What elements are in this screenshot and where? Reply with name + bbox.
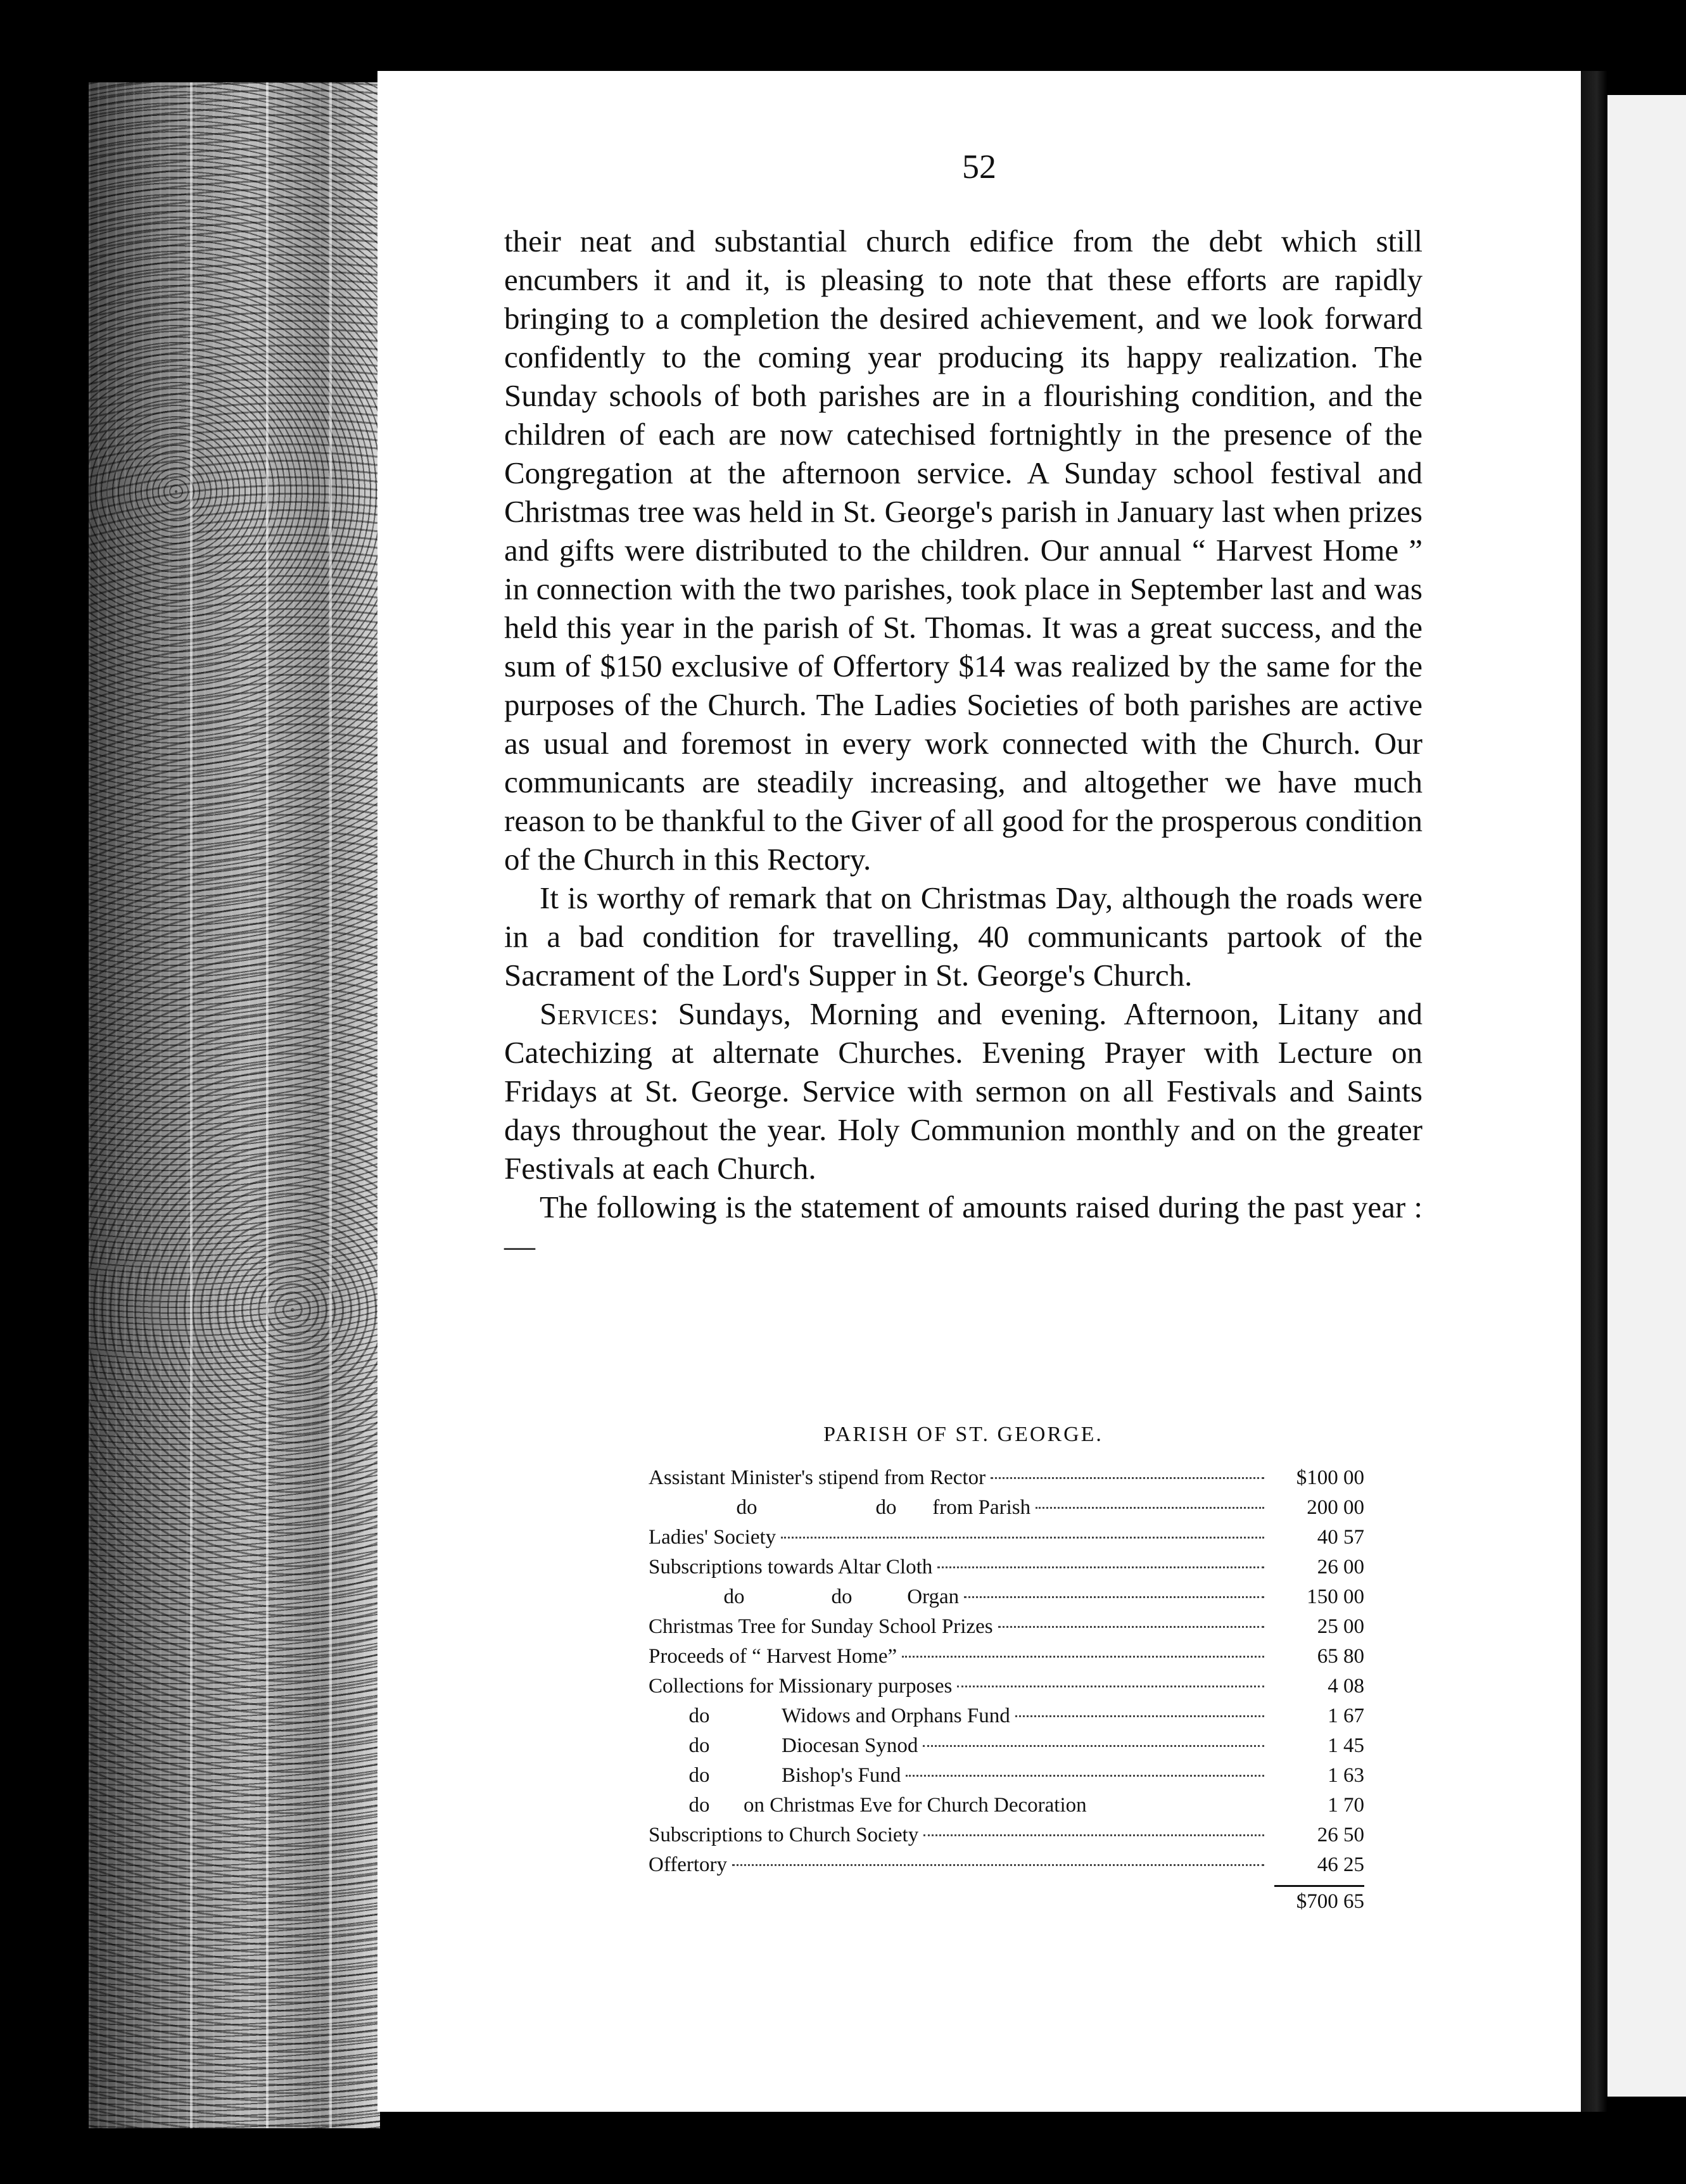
dot-leader: [957, 1686, 1264, 1687]
table-row: [649, 1731, 1364, 1761]
dot-leader: [923, 1834, 1264, 1836]
row-label: [649, 1701, 1010, 1731]
table-row: [649, 1761, 1364, 1791]
row-label: Collections for Missionary purposes: [649, 1675, 953, 1698]
row-amount: 46 25: [1317, 1853, 1364, 1876]
row-amount: 26 00: [1317, 1556, 1364, 1578]
document-page: [377, 71, 1581, 2112]
spine-fold-line: [266, 82, 269, 2128]
dot-leader: [1015, 1715, 1264, 1717]
facing-page-edge: [1607, 95, 1686, 2097]
ditto-mark: do: [688, 1734, 710, 1757]
paragraph-christmas-day: It is worthy of remark that on Christmas Day, although the roads were in a bad condition for travelling, 40 communicants partook of the Sacrament of the Lord's Supper in St. George's Church.: [504, 880, 1423, 993]
row-label: Assistant Minister's stipend from Rector: [649, 1466, 986, 1489]
dot-leader: [781, 1537, 1264, 1539]
page-number: 52: [962, 148, 996, 186]
dot-leader: [902, 1656, 1264, 1658]
table-row: [649, 1552, 1364, 1582]
row-label: Offertory: [649, 1853, 728, 1876]
page-gutter-shadow: [1581, 71, 1607, 2112]
paragraph-rectory-report: their neat and substantial church edifice from the debt which still encumbers it and it, is pleasing to note that these efforts are rapidly bringing to a completion the desired achievement, and we look forward confidently to the coming year producing its happy realization. The Sunday schools of both parishes are in a flourishing condition, and the children of each are now catechised fortnightly in the presence of the Congregation at the afternoon service. A Sunday school festival and Christmas tree was held in St. George's parish in January last when prizes and gifts were distributed to the children. Our annual “ Harvest Home ” in connection with the two parishes, took place in September last and was held this year in the parish of St. Thomas. It was a great success, and the sum of $150 exclusive of Offertory $14 was realized by the same for the purposes of the Church. The Ladies Societies of both parishes are active as usual and foremost in every work connected with the Church. Our communicants are steadily increasing, and altogether we have much reason to be thankful to the Giver of all good for the prosperous condition of the Church in this Rectory.: [504, 224, 1423, 877]
row-amount: 65 80: [1317, 1645, 1364, 1668]
table-row: [649, 1523, 1364, 1552]
table-row: [649, 1791, 1364, 1820]
table-row: [649, 1493, 1364, 1523]
row-label-detail: Bishop's Fund: [782, 1764, 901, 1787]
row-label-detail: Widows and Orphans Fund: [782, 1705, 1010, 1727]
dot-leader: [998, 1626, 1264, 1628]
row-label: [649, 1761, 901, 1791]
row-amount: 1 63: [1328, 1764, 1364, 1787]
table-total: $700 65: [1296, 1890, 1364, 1913]
row-label-detail: from Parish: [932, 1496, 1031, 1519]
row-label: Subscriptions towards Altar Cloth: [649, 1556, 933, 1578]
table-row: [649, 1612, 1364, 1642]
services-label: Services:: [540, 996, 659, 1031]
row-label: Subscriptions to Church Society: [649, 1824, 919, 1846]
table-title: PARISH OF ST. GEORGE.: [823, 1423, 1103, 1446]
dot-leader: [937, 1566, 1264, 1568]
row-label-detail: on Christmas Eve for Church Decoration: [744, 1794, 1087, 1817]
spine-fold-line: [329, 82, 332, 2128]
accounts-table: [649, 1463, 1364, 1880]
row-label: Christmas Tree for Sunday School Prizes: [649, 1615, 993, 1638]
services-text: Sundays, Morning and evening. Afternoon, Litany and Catechizing at alternate Churches. Evening Prayer with Lecture on Fridays at St. George. Service with sermon on all Festivals and Saints days throughout the year. Holy Communion monthly and on the greater Festivals at each Church.: [504, 996, 1423, 1186]
book-spine-edge: [89, 82, 380, 2128]
row-amount: 1 45: [1328, 1734, 1364, 1757]
dot-leader: [991, 1477, 1264, 1479]
ditto-mark: do: [831, 1585, 853, 1608]
table-row: [649, 1672, 1364, 1701]
table-row: [649, 1463, 1364, 1493]
dot-leader: [964, 1596, 1264, 1598]
row-amount: 150 00: [1307, 1585, 1364, 1608]
table-row: [649, 1642, 1364, 1672]
ditto-mark: do: [688, 1794, 710, 1817]
table-row: [649, 1820, 1364, 1850]
ditto-mark: do: [688, 1764, 710, 1787]
row-label: Ladies' Society: [649, 1526, 776, 1549]
row-label: [649, 1731, 918, 1761]
dot-leader: [732, 1864, 1264, 1866]
dot-leader: [1036, 1507, 1264, 1509]
row-label: [649, 1493, 1030, 1523]
paragraph-services: [504, 994, 1423, 1188]
table-row: [649, 1701, 1364, 1731]
row-label: [649, 1582, 959, 1612]
row-label: [649, 1791, 1087, 1820]
row-amount: 40 57: [1317, 1526, 1364, 1549]
row-amount: 1 67: [1328, 1705, 1364, 1727]
row-label: Proceeds of “ Harvest Home”: [649, 1645, 897, 1668]
body-text: [504, 222, 1423, 1265]
ditto-mark: do: [875, 1496, 897, 1519]
ditto-mark: do: [736, 1496, 757, 1519]
row-label-detail: Diocesan Synod: [782, 1734, 918, 1757]
spine-fold-line: [190, 82, 193, 2128]
row-amount: 4 08: [1328, 1675, 1364, 1698]
dot-leader: [923, 1745, 1264, 1747]
ditto-mark: do: [688, 1705, 710, 1727]
total-rule: [1274, 1885, 1364, 1887]
table-row: [649, 1850, 1364, 1880]
ditto-mark: do: [723, 1585, 745, 1608]
row-amount: 26 50: [1317, 1824, 1364, 1846]
row-label-detail: Organ: [907, 1585, 960, 1608]
row-amount: 25 00: [1317, 1615, 1364, 1638]
paragraph-statement-intro: The following is the statement of amounts raised during the past year :—: [504, 1190, 1423, 1263]
table-row: [649, 1582, 1364, 1612]
row-amount: $100 00: [1296, 1466, 1364, 1489]
dot-leader: [906, 1775, 1264, 1777]
row-amount: 200 00: [1307, 1496, 1364, 1519]
row-amount: 1 70: [1328, 1794, 1364, 1817]
